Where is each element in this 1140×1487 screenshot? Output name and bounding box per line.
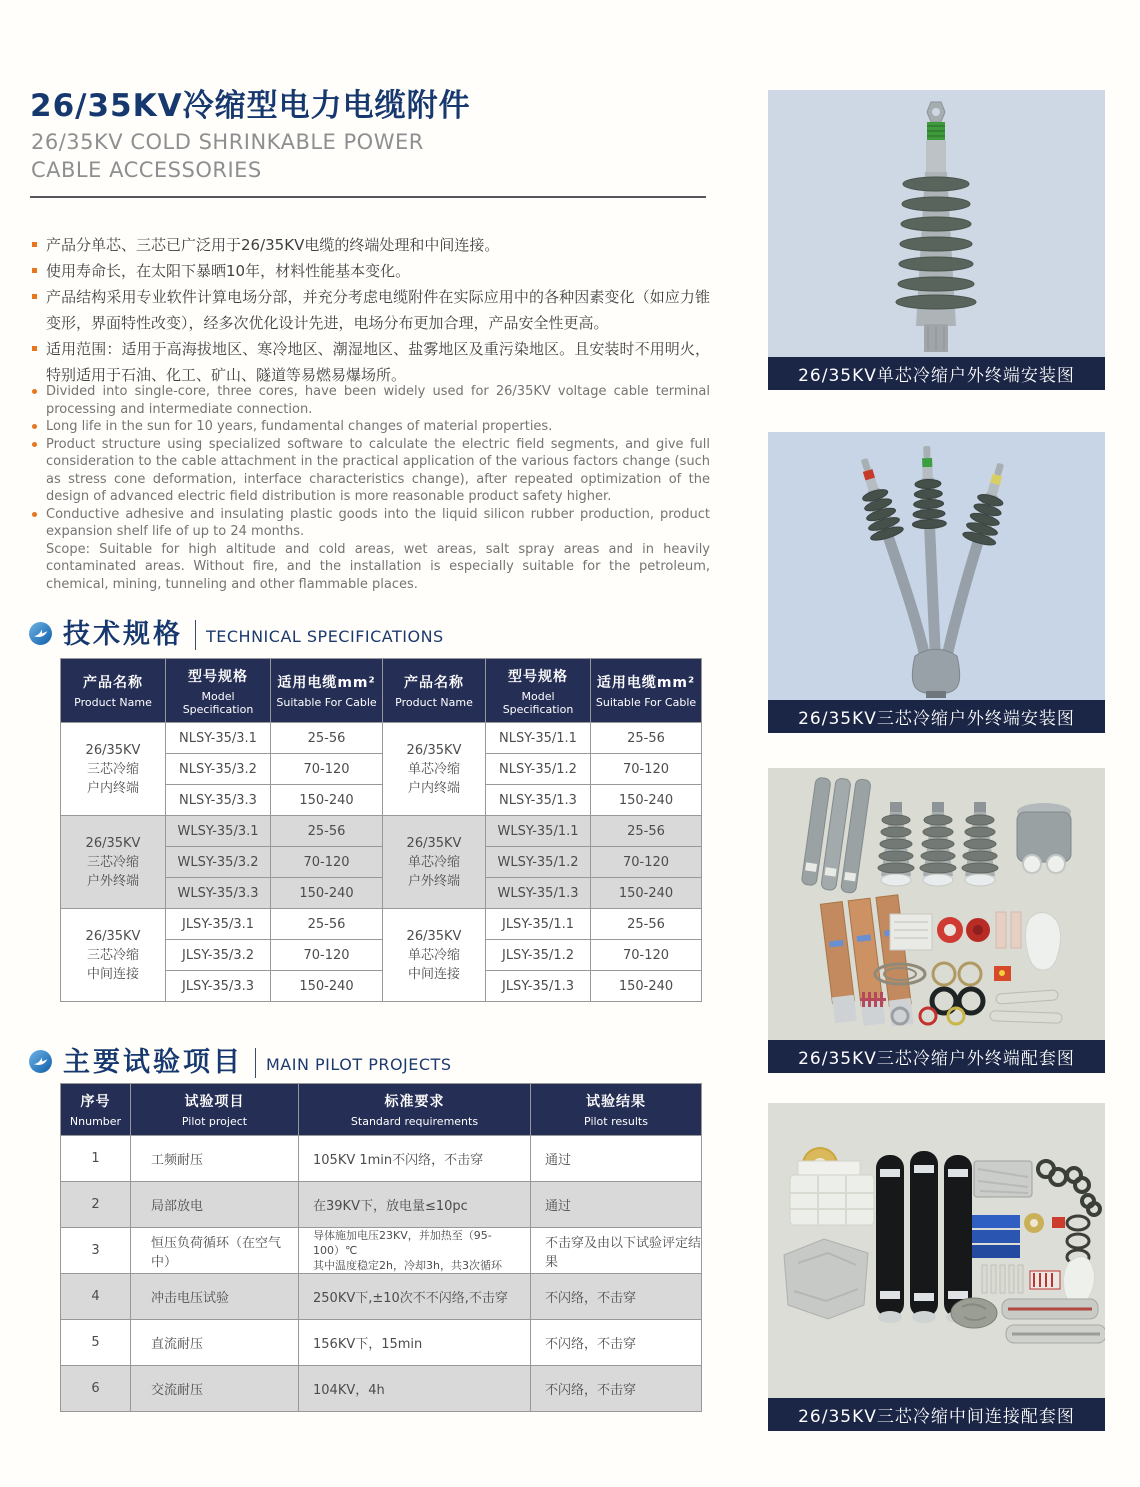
section-title-en: TECHNICAL SPECIFICATIONS: [206, 627, 444, 646]
figure-caption: 26/35KV三芯冷缩户外终端安装图: [768, 700, 1105, 733]
page-subtitle-line1: 26/35KV COLD SHRINKABLE POWER: [31, 130, 424, 154]
bullet-en: Divided into single-core, three cores, have been widely used for 26/35KV voltage cable terminal processing and intermediate connection.: [30, 383, 710, 418]
row-number-cell: 4: [61, 1274, 131, 1320]
intro-bullets-zh: [30, 232, 710, 388]
row-number-cell: 1: [61, 1136, 131, 1182]
figure-photo: [768, 768, 1105, 1040]
cable-range-cell: 150-240: [591, 878, 702, 909]
table-row: [61, 1228, 702, 1274]
standard-requirement-cell: 250KV下,±10次不不闪络,不击穿: [299, 1274, 531, 1320]
model-spec-cell: JLSY-35/1.2: [486, 940, 591, 971]
cable-range-cell: 150-240: [271, 785, 383, 816]
product-name-cell: 26/35KV 三芯冷缩 户内终端: [61, 723, 166, 816]
section-title-zh: 技术规格: [63, 619, 183, 650]
standard-requirement-cell: 156KV下，15min: [299, 1320, 531, 1366]
model-spec-cell: WLSY-35/3.1: [166, 816, 271, 847]
bullet-en: Long life in the sun for 10 years, fundamental changes of material properties.: [30, 418, 710, 436]
intro-bullets-en: [30, 383, 710, 593]
model-spec-cell: NLSY-35/3.2: [166, 754, 271, 785]
model-spec-cell: JLSY-35/3.2: [166, 940, 271, 971]
spec-col-header: 型号规格 Model Specification: [486, 659, 591, 723]
bullet-en: Conductive adhesive and insulating plastic goods into the liquid silicon rubber production, product expansion shelf life of up to 24 months.: [30, 506, 710, 541]
product-name-cell: 26/35KV 三芯冷缩 户外终端: [61, 816, 166, 909]
pilot-result-cell: 通过: [531, 1136, 702, 1182]
section-header-specs: [28, 612, 444, 651]
cable-range-cell: 70-120: [591, 847, 702, 878]
model-spec-cell: WLSY-35/3.2: [166, 847, 271, 878]
spec-table: [60, 658, 702, 1002]
section-title-zh: 主要试验项目: [63, 1047, 243, 1078]
pilot-project-cell: 局部放电: [131, 1182, 299, 1228]
row-number-cell: 3: [61, 1228, 131, 1274]
page-subtitle-line2: CABLE ACCESSORIES: [31, 158, 262, 182]
pilot-project-cell: 恒压负荷循环（在空气中）: [131, 1228, 299, 1274]
standard-requirement-cell: 105KV 1min不闪络，不击穿: [299, 1136, 531, 1182]
figure-photo: [768, 1103, 1105, 1398]
pilot-project-cell: 直流耐压: [131, 1320, 299, 1366]
standard-requirement-cell: 104KV，4h: [299, 1366, 531, 1412]
table-row: [61, 1320, 702, 1366]
table-row: [61, 909, 702, 940]
standard-requirement-cell: 导体施加电压23KV，并加热至（95-100）℃ 其中温度稳定2h，冷却3h，共3次循环: [299, 1228, 531, 1274]
pilot-result-cell: 通过: [531, 1182, 702, 1228]
product-name-cell: 26/35KV 单芯冷缩 户外终端: [383, 816, 486, 909]
figure-caption: 26/35KV三芯冷缩中间连接配套图: [768, 1398, 1105, 1431]
table-row: [61, 1366, 702, 1412]
product-name-cell: 26/35KV 单芯冷缩 中间连接: [383, 909, 486, 1002]
figure-single-core-terminal: [768, 90, 1105, 390]
pilot-result-cell: 不击穿及由以下试验评定结果: [531, 1228, 702, 1274]
bullet-zh: 产品结构采用专业软件计算电场分部，并充分考虑电缆附件在实际应用中的各种因素变化（如应力锥变形，界面特性改变），经多次优化设计先进，电场分布更加合理，产品安全性更高。: [30, 284, 710, 336]
figure-caption: 26/35KV单芯冷缩户外终端安装图: [768, 357, 1105, 390]
model-spec-cell: NLSY-35/3.1: [166, 723, 271, 754]
arrow-sphere-icon: [28, 621, 53, 646]
table-row: [61, 1182, 702, 1228]
table-row: [61, 1136, 702, 1182]
spec-col-header: 型号规格 Model Specification: [166, 659, 271, 723]
model-spec-cell: JLSY-35/3.3: [166, 971, 271, 1002]
bullet-zh: 产品分单芯、三芯已广泛用于26/35KV电缆的终端处理和中间连接。: [30, 232, 710, 258]
cable-range-cell: 70-120: [271, 754, 383, 785]
page-title: 26/35KV冷缩型电力电缆附件: [30, 88, 471, 124]
cable-range-cell: 25-56: [271, 909, 383, 940]
scope-paragraph: Scope: Suitable for high altitude and cold areas, wet areas, salt spray areas and in heavily contaminated areas. Without fire, and the installation is especially suitable for the petroleum, chemical, mining, tunneling and other flammable places.: [46, 541, 710, 592]
table-row: [61, 723, 702, 754]
pilot-result-cell: 不闪络，不击穿: [531, 1366, 702, 1412]
arrow-sphere-icon: [28, 1049, 53, 1074]
figure-caption: 26/35KV三芯冷缩户外终端配套图: [768, 1040, 1105, 1073]
cable-range-cell: 70-120: [591, 940, 702, 971]
pilot-col-header: 试验项目 Pilot project: [131, 1084, 299, 1136]
product-name-cell: 26/35KV 单芯冷缩 户内终端: [383, 723, 486, 816]
figure-joint-kit: [768, 1103, 1105, 1431]
section-title-en: MAIN PILOT PROJECTS: [266, 1055, 452, 1074]
bullet-en: Product structure using specialized software to calculate the electric field segments, and give full consideration to the cable attachment in the practical application of the various factors change (such as stress cone deformation, interface characteristics change), after repeated optimization of the design of advanced electric field distribution is more reasonable product safety higher.: [30, 436, 710, 506]
pilot-col-header: 序号 Nnumber: [61, 1084, 131, 1136]
section-title-divider: [195, 620, 196, 650]
bullet-zh: 适用范围：适用于高海拔地区、寒冷地区、潮湿地区、盐雾地区及重污染地区。且安装时不用明火，特别适用于石油、化工、矿山、隧道等易燃易爆场所。: [30, 336, 710, 388]
row-number-cell: 6: [61, 1366, 131, 1412]
spec-col-header: 产品名称 Product Name: [383, 659, 486, 723]
page-subtitle: [31, 128, 424, 184]
model-spec-cell: WLSY-35/3.3: [166, 878, 271, 909]
standard-requirement-cell: 在39KV下，放电量≤10pc: [299, 1182, 531, 1228]
pilot-col-header: 试验结果 Pilot results: [531, 1084, 702, 1136]
pilot-project-cell: 工频耐压: [131, 1136, 299, 1182]
section-title-divider: [255, 1048, 256, 1078]
cable-range-cell: 25-56: [591, 816, 702, 847]
pilot-result-cell: 不闪络，不击穿: [531, 1274, 702, 1320]
model-spec-cell: JLSY-35/1.1: [486, 909, 591, 940]
model-spec-cell: JLSY-35/1.3: [486, 971, 591, 1002]
cable-range-cell: 25-56: [271, 816, 383, 847]
cable-range-cell: 150-240: [591, 971, 702, 1002]
pilot-project-cell: 冲击电压试验: [131, 1274, 299, 1320]
cable-range-cell: 25-56: [591, 909, 702, 940]
cable-range-cell: 25-56: [271, 723, 383, 754]
section-header-pilot: [28, 1040, 451, 1079]
pilot-table: [60, 1083, 702, 1412]
model-spec-cell: JLSY-35/3.1: [166, 909, 271, 940]
model-spec-cell: WLSY-35/1.2: [486, 847, 591, 878]
model-spec-cell: NLSY-35/3.3: [166, 785, 271, 816]
model-spec-cell: NLSY-35/1.3: [486, 785, 591, 816]
cable-range-cell: 70-120: [271, 847, 383, 878]
spec-col-header: 产品名称 Product Name: [61, 659, 166, 723]
figure-terminal-kit: [768, 768, 1105, 1073]
bullet-zh: 使用寿命长，在太阳下暴晒10年，材料性能基本变化。: [30, 258, 710, 284]
cable-range-cell: 70-120: [591, 754, 702, 785]
header-divider: [30, 196, 706, 198]
pilot-col-header: 标准要求 Standard requirements: [299, 1084, 531, 1136]
cable-range-cell: 150-240: [591, 785, 702, 816]
figure-three-core-terminal: [768, 432, 1105, 733]
figure-photo: [768, 432, 1105, 700]
table-row: [61, 1274, 702, 1320]
model-spec-cell: NLSY-35/1.1: [486, 723, 591, 754]
figure-photo: [768, 90, 1105, 357]
pilot-result-cell: 不闪络，不击穿: [531, 1320, 702, 1366]
cable-range-cell: 150-240: [271, 971, 383, 1002]
spec-col-header: 适用电缆mm² Suitable For Cable: [271, 659, 383, 723]
cable-range-cell: 25-56: [591, 723, 702, 754]
table-row: [61, 816, 702, 847]
model-spec-cell: NLSY-35/1.2: [486, 754, 591, 785]
model-spec-cell: WLSY-35/1.3: [486, 878, 591, 909]
pilot-project-cell: 交流耐压: [131, 1366, 299, 1412]
row-number-cell: 2: [61, 1182, 131, 1228]
model-spec-cell: WLSY-35/1.1: [486, 816, 591, 847]
product-name-cell: 26/35KV 三芯冷缩 中间连接: [61, 909, 166, 1002]
spec-col-header: 适用电缆mm² Suitable For Cable: [591, 659, 702, 723]
cable-range-cell: 70-120: [271, 940, 383, 971]
cable-range-cell: 150-240: [271, 878, 383, 909]
row-number-cell: 5: [61, 1320, 131, 1366]
